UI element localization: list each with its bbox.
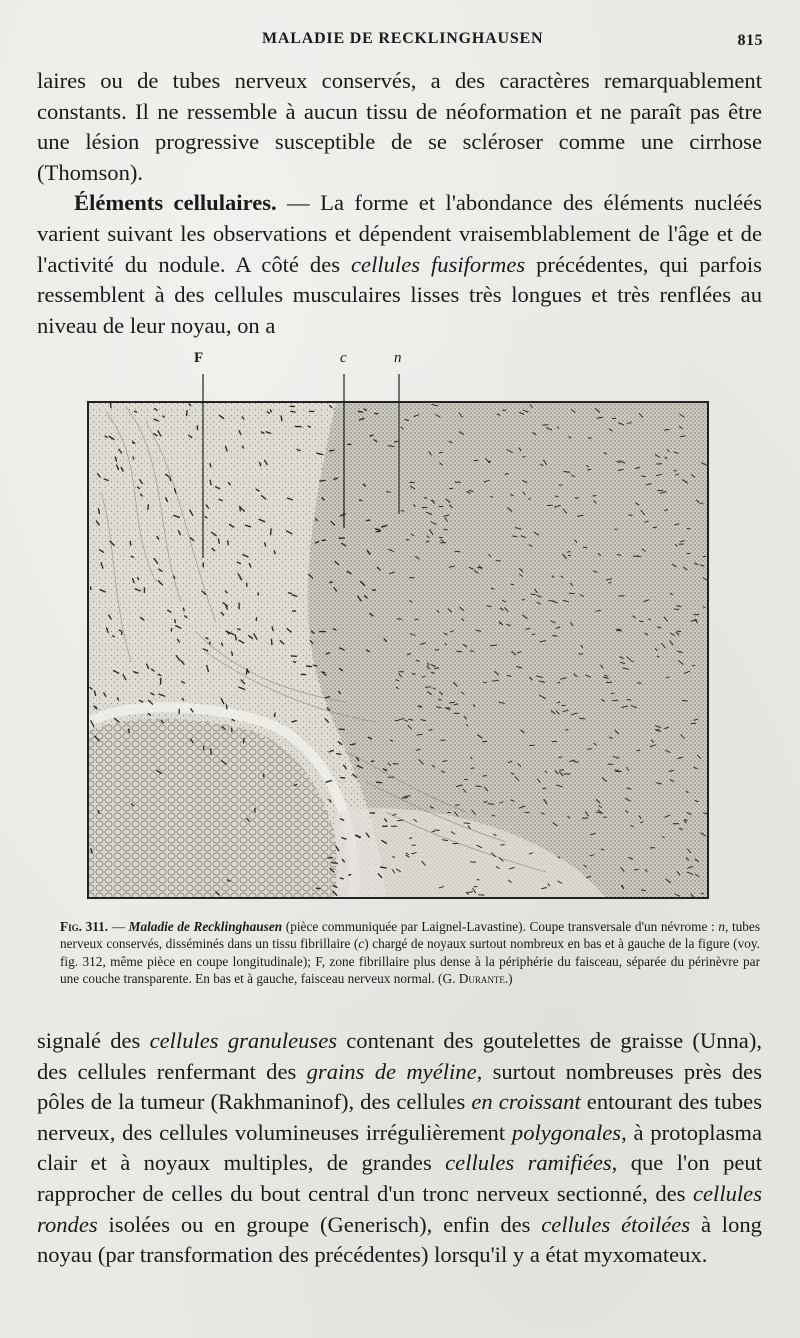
figure-label-c: c	[340, 350, 347, 366]
nucleus-mark	[593, 496, 596, 497]
nucleus-mark	[410, 838, 412, 839]
nucleus-mark	[575, 498, 578, 499]
nucleus-mark	[381, 867, 387, 868]
nucleus-mark	[246, 669, 247, 674]
histology-figure	[86, 372, 710, 900]
nucleus-mark	[206, 638, 208, 639]
paragraph-text: entourant des tubes nerveux, des cellules volumineuses irrégulièrement	[37, 1089, 762, 1145]
paragraph-text: — La forme et l'abondance des éléments nucléés varient suivant les observations et dépendent vraisemblablement de l'âge et de l'activité du nodule. A côté des	[37, 190, 762, 277]
caption-title: Maladie de Recklinghausen	[128, 919, 283, 934]
nucleus-mark	[674, 609, 678, 610]
nucleus-mark	[468, 892, 473, 893]
nucleus-mark	[456, 651, 462, 652]
nucleus-mark	[511, 584, 514, 585]
top-text-block	[37, 66, 762, 341]
nucleus-mark	[417, 734, 422, 735]
caption-dash: —	[108, 919, 129, 934]
nucleus-mark	[483, 776, 487, 777]
nucleus-mark	[210, 464, 211, 467]
nucleus-mark	[228, 632, 229, 634]
nucleus-mark	[322, 540, 325, 541]
figure-labels	[0, 350, 800, 374]
running-head	[0, 30, 800, 56]
nucleus-mark	[501, 845, 504, 846]
nucleus-mark	[366, 520, 369, 521]
italic-term: cellules étoilées	[541, 1211, 691, 1237]
nucleus-mark	[648, 619, 650, 620]
nucleus-mark	[559, 757, 562, 758]
nucleus-mark	[703, 607, 705, 608]
nucleus-mark	[402, 798, 408, 799]
nucleus-mark	[642, 476, 646, 477]
bottom-text-block	[37, 1026, 762, 1271]
nucleus-mark	[474, 460, 478, 461]
caption-c: c	[358, 936, 365, 952]
paragraph-continuation: laires ou de tubes nerveux conservés, a des caractères remarquablement constants. Il ne ressemble à aucun tissu de néoformation et ne paraît pas être une lésion progressive susceptible de se scléroser comme une cirrhose (Thomson).	[37, 68, 762, 185]
nucleus-mark	[372, 761, 374, 762]
histology-illustration	[86, 372, 710, 900]
caption-part: (pièce communiquée par Laignel-Lavastine). Coupe transversale d'un névrome :	[282, 919, 719, 934]
nucleus-mark	[682, 701, 687, 702]
nucleus-mark	[488, 804, 494, 805]
nucleus-mark	[484, 802, 487, 803]
nucleus-mark	[238, 629, 240, 630]
italic-term: polygonales	[511, 1119, 622, 1145]
nucleus-mark	[370, 435, 373, 436]
paragraph-text: contenant des goutelettes de graisse (Unna), des cellules renfermant des	[37, 1028, 762, 1084]
nucleus-mark	[627, 700, 630, 701]
nucleus-mark	[627, 423, 631, 424]
nucleus-mark	[349, 875, 351, 876]
nucleus-mark	[334, 478, 338, 479]
nucleus-mark	[240, 578, 242, 579]
nucleus-mark	[387, 492, 391, 493]
figure-label-n: n	[394, 350, 402, 366]
nucleus-mark	[314, 665, 317, 666]
nucleus-mark	[133, 441, 134, 443]
nucleus-mark	[450, 488, 453, 489]
caption-text	[60, 918, 760, 987]
nucleus-mark	[559, 485, 562, 486]
nucleus-mark	[158, 675, 161, 676]
caption-figure-number: Fig. 311.	[60, 919, 109, 934]
tissue-section	[86, 372, 710, 900]
paragraph-text: isolées ou en groupe (Generisch), enfin des	[97, 1211, 542, 1237]
italic-term: cellules ramifiées	[445, 1150, 612, 1176]
italic-term: en croissant	[471, 1089, 581, 1115]
nucleus-mark	[148, 505, 149, 510]
paragraph-text: précédentes, qui parfois ressemblent à des cellules musculaires lisses très longues et très renflées au niveau de leur noyau, on a	[37, 251, 762, 338]
nucleus-mark	[135, 411, 137, 412]
italic-term: grains de myéline	[306, 1058, 477, 1084]
nucleus-mark	[455, 551, 460, 552]
nucleus-mark	[350, 744, 355, 745]
nucleus-mark	[377, 782, 382, 783]
nucleus-mark	[492, 815, 495, 816]
section-heading: Éléments cellulaires.	[74, 190, 277, 216]
nucleus-mark	[291, 411, 295, 412]
nucleus-mark	[701, 893, 703, 894]
nucleus-mark	[613, 700, 618, 701]
nucleus-mark	[491, 497, 493, 498]
paragraph-text: signalé des	[37, 1028, 150, 1053]
nucleus-mark	[653, 527, 657, 528]
figure-caption	[60, 918, 760, 987]
nucleus-mark	[568, 552, 570, 553]
nucleus-mark	[399, 719, 404, 720]
nucleus-mark	[294, 784, 297, 785]
nucleus-mark	[339, 729, 344, 730]
nucleus-mark	[637, 683, 641, 684]
nucleus-mark	[131, 556, 133, 557]
nucleus-mark	[175, 620, 176, 623]
nucleus-mark	[435, 830, 439, 831]
nucleus-mark	[320, 480, 325, 481]
nucleus-mark	[340, 878, 343, 879]
paragraph-text: , à protoplasma clair et à noyaux multiples, de grandes	[37, 1119, 762, 1176]
nucleus-mark	[113, 636, 115, 637]
nucleus-mark	[322, 672, 325, 673]
nucleus-mark	[330, 582, 333, 583]
nucleus-mark	[564, 472, 570, 473]
nucleus-mark	[583, 547, 586, 548]
nucleus-mark	[558, 682, 560, 683]
nucleus-mark	[110, 403, 111, 407]
nucleus-mark	[435, 668, 439, 669]
nucleus-mark	[226, 705, 227, 709]
caption-part: ) chargé de noyaux surtout nombreux en bas et à gauche de la figure (voy. fig. 312, même pièce en coupe longitudinale); F, zone fibrillaire plus dense à la périphérie du faisceau, séparée du périnèvre par une couche transparente. En bas et à gauche, faisceau nerveux normal. (G.	[60, 936, 760, 986]
nucleus-mark	[337, 754, 341, 755]
nucleus-mark	[664, 430, 669, 431]
paragraph-cellular-elements	[37, 188, 762, 341]
paragraph-text: , surtout nombreuses près des pôles de la tumeur (Rakhmaninof), des cellules	[37, 1058, 762, 1115]
nucleus-mark	[553, 636, 557, 637]
nucleus-mark	[99, 509, 100, 514]
paragraph-cell-types	[37, 1026, 762, 1271]
caption-part: tubes nerveux conservés, disséminés dans un tissu fibrillaire (	[60, 919, 761, 952]
nucleus-mark	[118, 698, 119, 700]
nucleus-mark	[526, 629, 530, 630]
nucleus-mark	[549, 601, 554, 602]
nucleus-mark	[210, 480, 211, 485]
nucleus-mark	[360, 500, 362, 501]
nucleus-mark	[119, 630, 121, 631]
nucleus-mark	[439, 452, 442, 453]
nucleus-mark	[484, 682, 487, 683]
nucleus-mark	[308, 426, 310, 427]
nucleus-mark	[326, 697, 330, 698]
nucleus-mark	[432, 831, 435, 832]
paragraph-text: , que l'on peut rapprocher de celles du bout central d'un tronc nerveux sectionné, des	[37, 1150, 762, 1206]
nucleus-mark	[211, 749, 212, 754]
nucleus-mark	[528, 499, 530, 500]
italic-term: cellules fusiformes	[351, 251, 526, 277]
nucleus-mark	[270, 410, 271, 412]
nucleus-mark	[281, 416, 282, 421]
figure-label-F: F	[194, 350, 204, 366]
nucleus-mark	[330, 450, 334, 451]
nucleus-mark	[222, 643, 223, 645]
page-number: 815	[737, 32, 763, 49]
running-title: MALADIE DE RECKLINGHAUSEN	[262, 30, 544, 47]
nucleus-mark	[359, 411, 363, 412]
nucleus-mark	[95, 691, 96, 695]
nucleus-mark	[307, 666, 312, 667]
nucleus-mark	[332, 863, 337, 864]
nucleus-mark	[444, 529, 447, 530]
nucleus-mark	[376, 531, 381, 532]
nucleus-mark	[274, 551, 275, 554]
nucleus-mark	[333, 629, 336, 630]
italic-term: cellules granuleuses	[149, 1028, 338, 1053]
nucleus-mark	[242, 446, 243, 448]
nucleus-mark	[406, 540, 409, 541]
nucleus-mark	[265, 543, 266, 546]
nucleus-mark	[133, 457, 134, 459]
nucleus-mark	[398, 820, 404, 821]
nucleus-mark	[637, 750, 640, 751]
nucleus-mark	[128, 729, 129, 732]
nucleus-mark	[163, 416, 165, 417]
nucleus-mark	[456, 805, 460, 806]
nucleus-mark	[219, 539, 220, 543]
caption-credit: Durante.	[458, 970, 509, 986]
caption-n: n,	[718, 919, 729, 934]
nucleus-mark	[294, 662, 296, 663]
nucleus-mark	[271, 529, 272, 535]
nucleus-mark	[596, 611, 601, 612]
nucleus-mark	[183, 608, 184, 611]
caption-close: )	[508, 970, 513, 986]
nucleus-mark	[138, 578, 139, 580]
italic-term: cellules rondes	[37, 1180, 762, 1237]
paragraph-text: à long noyau (par transformation des précédentes) lorsqu'il y a état myxomateux.	[37, 1211, 762, 1268]
